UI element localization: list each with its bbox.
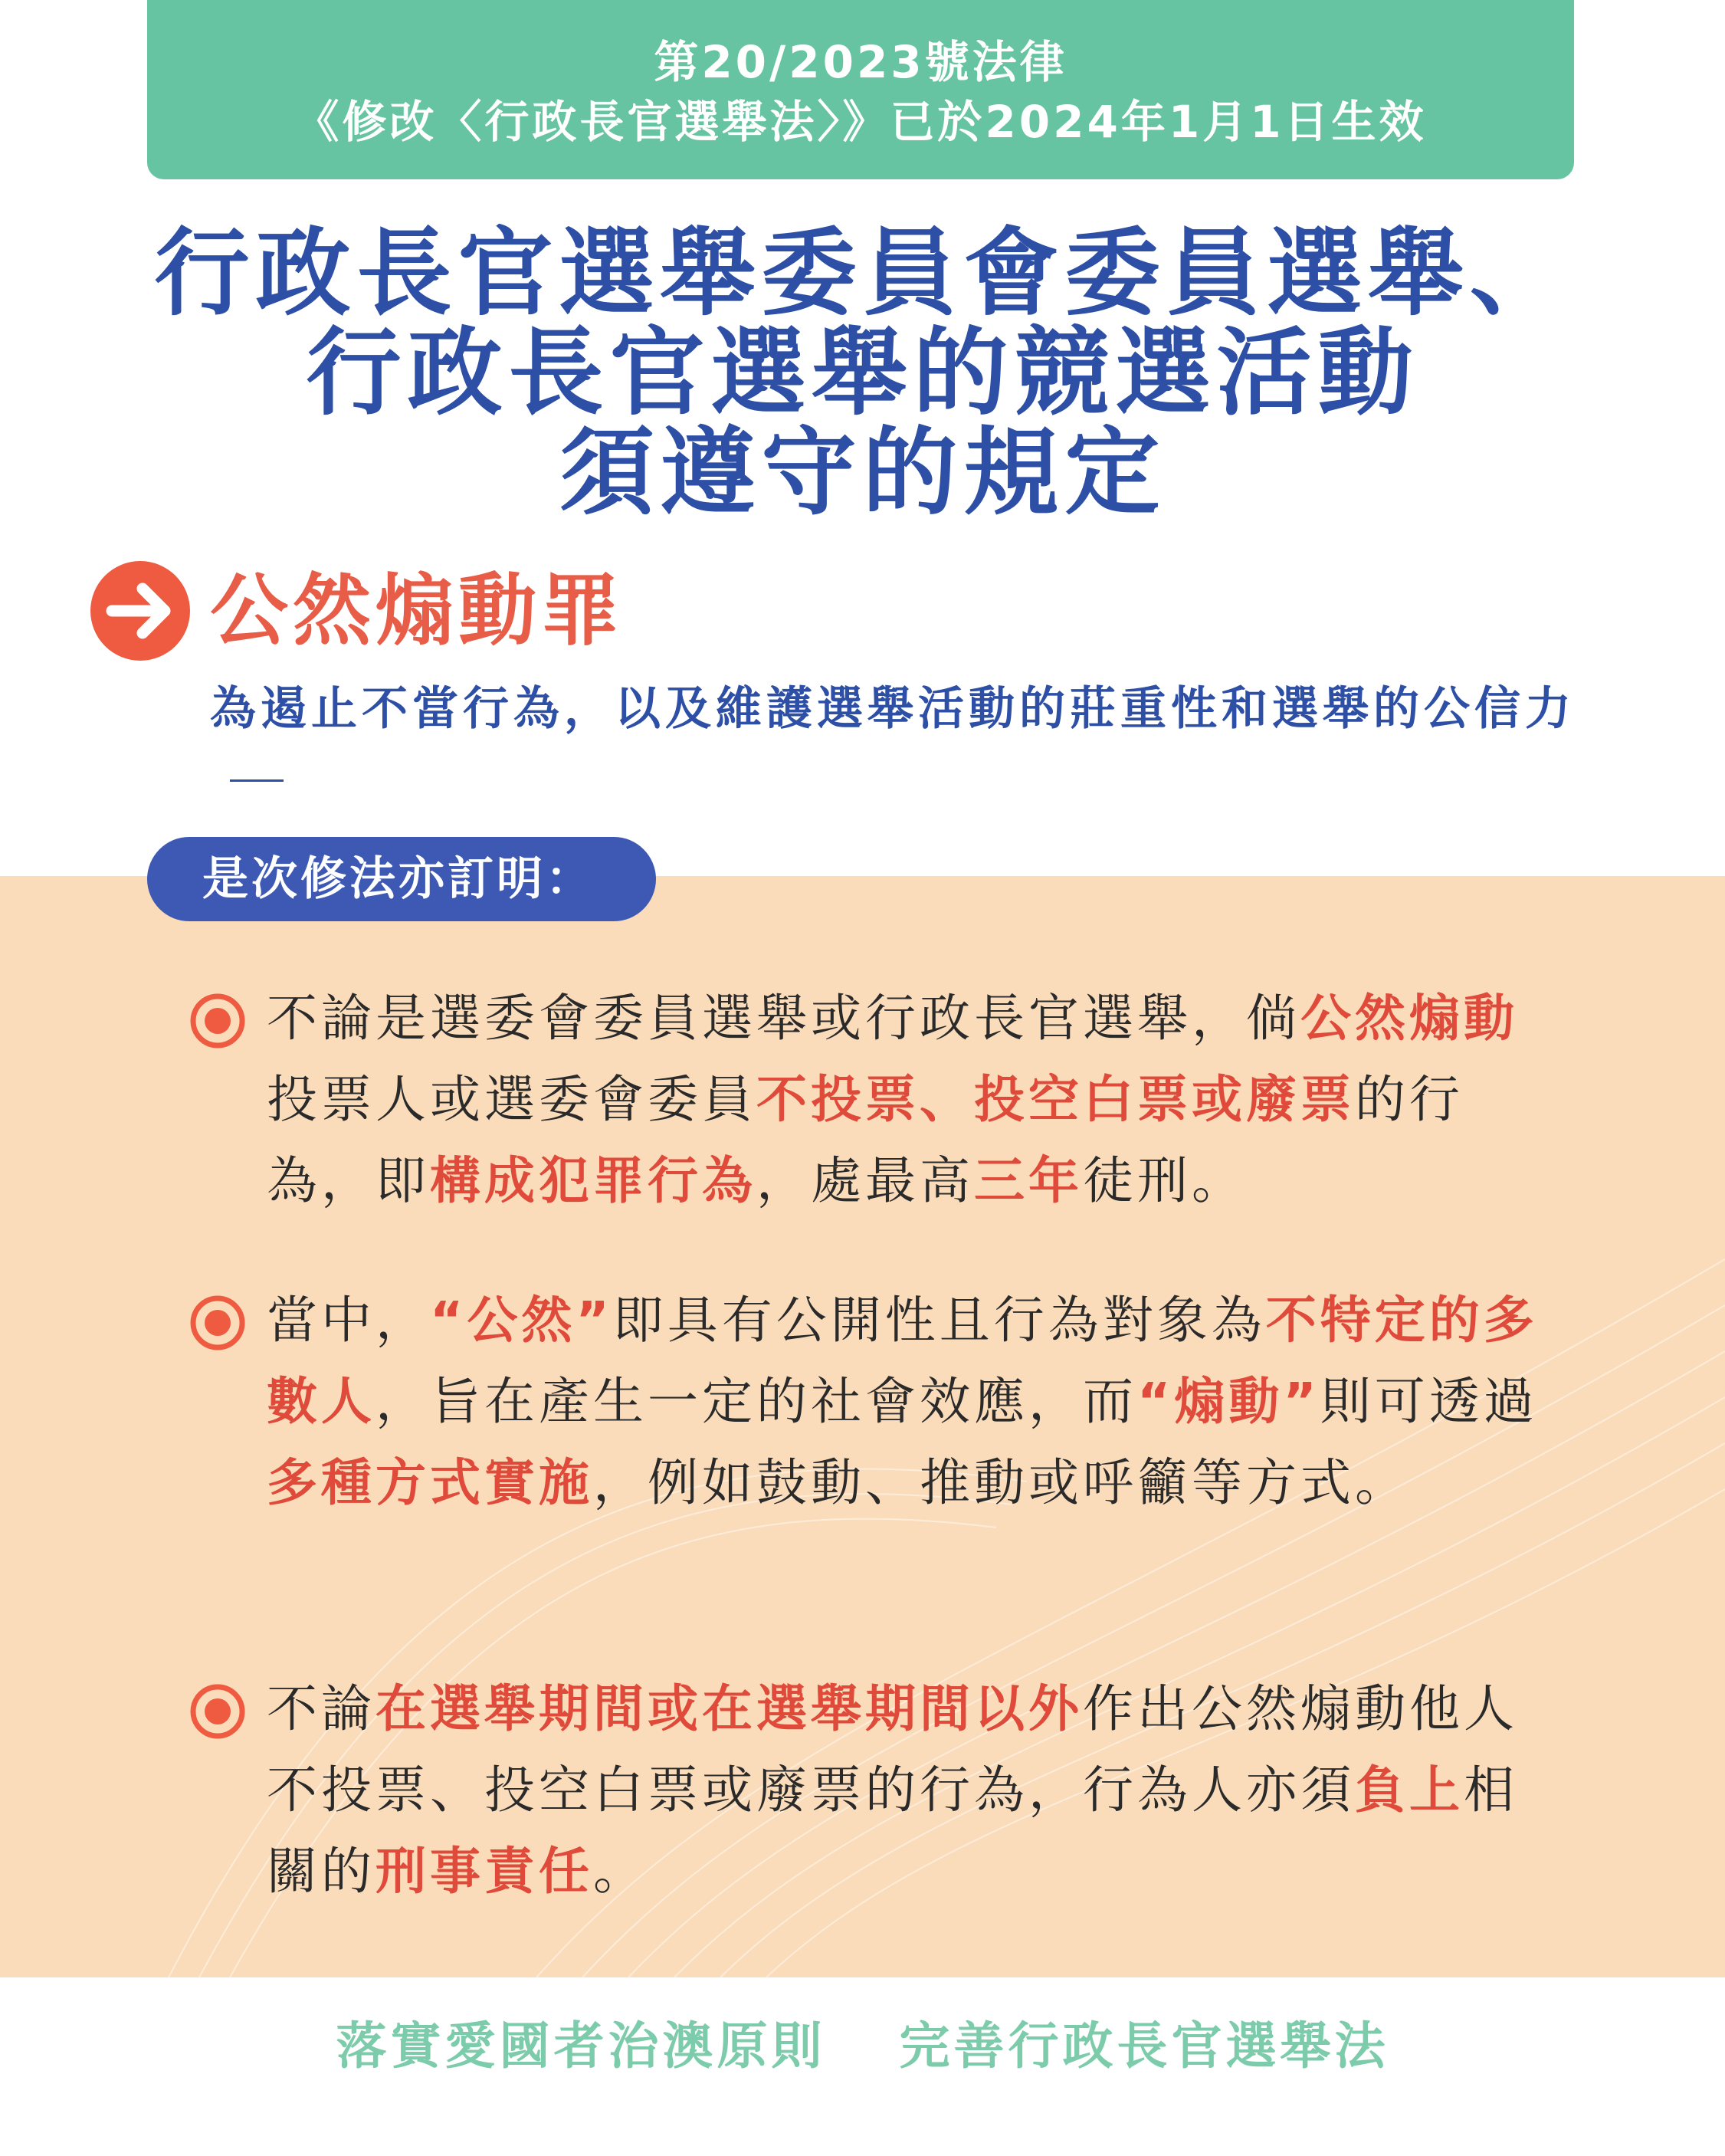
highlight-text: 不特定的多數人: [267, 1291, 1538, 1431]
highlight-text: 不投票、投空白票或廢票: [756, 1070, 1355, 1129]
point-1: [267, 978, 1569, 1222]
body-text: 則可透過: [1320, 1372, 1538, 1431]
arrow-right-circle-icon: [89, 560, 192, 662]
body-text: 。: [593, 1842, 648, 1901]
body-text: 當中，: [267, 1291, 430, 1350]
body-text: ，旨在產生一定的社會效應，而: [375, 1372, 1137, 1431]
body-text: ，處最高: [756, 1151, 974, 1210]
highlight-text: 刑事責任: [375, 1842, 593, 1901]
highlight-text: 公然煽動: [1300, 989, 1518, 1048]
point-2: [267, 1280, 1569, 1524]
body-text: 徒刑。: [1083, 1151, 1246, 1210]
body-text: 作出公然煽動他人不投票、投空白票或廢票的行為，行為人亦須: [267, 1679, 1518, 1820]
body-text: 即具有公開性且行為對象為: [612, 1291, 1266, 1350]
body-text: 投票人或選委會委員: [267, 1070, 756, 1129]
law-number: 第20/2023號法律: [654, 36, 1067, 88]
dash-divider: [230, 779, 284, 782]
body-text: 的行為，即: [267, 1070, 1464, 1210]
highlight-text: “煽動”: [1137, 1372, 1320, 1431]
body-text: 不論是選委會委員選舉或行政長官選舉，倘: [267, 989, 1300, 1048]
body-text: 不論: [267, 1679, 375, 1738]
highlight-text: 三年: [974, 1151, 1083, 1210]
highlight-text: 負上: [1355, 1761, 1464, 1820]
page-title-line-2: 行政長官選舉的競選活動: [306, 318, 1419, 428]
footer-slogan-left: 落實愛國者治澳原則: [336, 2017, 826, 2076]
section-intro: [210, 674, 1589, 812]
point-3: [267, 1669, 1569, 1912]
amendment-label: 是次修法亦訂明：: [147, 837, 656, 921]
highlight-text: 多種方式實施: [267, 1453, 593, 1512]
footer-slogan: [0, 2008, 1725, 2085]
highlight-text: 構成犯罪行為: [430, 1151, 756, 1210]
body-text: ，例如鼓動、推動或呼籲等方式。: [593, 1453, 1409, 1512]
target-bullet-icon: [190, 1295, 245, 1350]
page-title-line-1: 行政長官選舉委員會委員選舉、: [154, 218, 1571, 329]
top-banner: [147, 0, 1574, 179]
highlight-text: 在選舉期間或在選舉期間以外: [375, 1679, 1083, 1738]
section-intro-text: 為遏止不當行為，以及維護選舉活動的莊重性和選舉的公信力: [210, 682, 1576, 736]
target-bullet-icon: [190, 993, 245, 1048]
page-title-line-3: 須遵守的規定: [559, 418, 1166, 528]
page-title: [0, 218, 1725, 528]
footer-slogan-right: 完善行政長官選舉法: [899, 2017, 1389, 2076]
section-title: 公然煽動罪: [210, 566, 624, 657]
law-effective-date: 《修改〈行政長官選舉法〉》已於2024年1月1日生效: [294, 96, 1427, 148]
highlight-text: “公然”: [430, 1291, 613, 1350]
target-bullet-icon: [190, 1684, 245, 1739]
body-text: 相關的: [267, 1761, 1518, 1901]
